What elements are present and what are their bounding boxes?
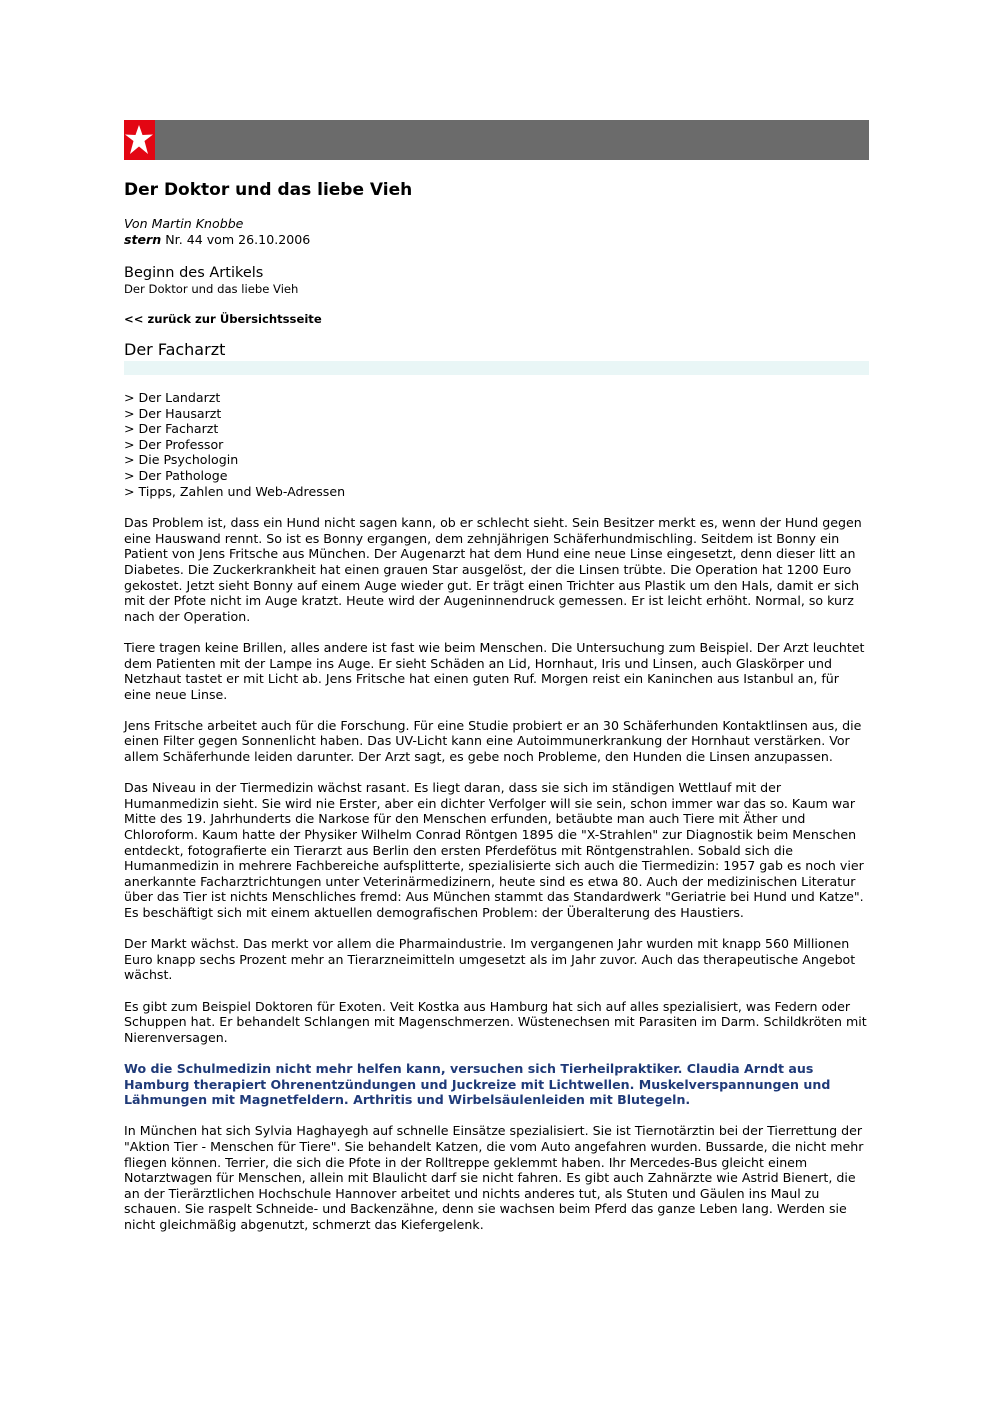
article-start [124, 264, 869, 296]
section-title: Der Facharzt [124, 340, 226, 359]
stern-logo[interactable] [124, 120, 155, 160]
chapter-link-hausarzt[interactable]: > Der Hausarzt [124, 405, 222, 421]
highlighted-paragraph: Wo die Schulmedizin nicht mehr helfen kann, versuchen sich Tierheilpraktiker. Claudia Arndt aus Hamburg therapiert Ohrenentzündungen und Juckreize mit Lichtwellen. Muskelverspannungen und Lähmungen mit Magnetfeldern. Arthritis und Wirbelsäulenleiden mit Blutegeln. [124, 1060, 831, 1108]
article-title: Der Doktor und das liebe Vieh [124, 180, 413, 200]
article-container [124, 120, 869, 1232]
chapter-link-facharzt[interactable]: > Der Facharzt [124, 421, 219, 437]
back-to-overview-link[interactable]: << zurück zur Übersichtsseite [124, 312, 322, 326]
paragraph: Das Niveau in der Tiermedizin wächst rasant. Es liegt daran, dass sie sich im ständigen Wettlauf mit der Humanmedizin sieht. Sie wird nie Erster, aber ein dichter Verfolger will sie sein, schon immer war das so. Kaum war Mitte des 19. Jahrhunderts die Narkose für den Menschen erfunden, betäubte man auch Tiere mit Äther und Chloroform. Kaum hatte der Physiker Wilhelm Conrad Röntgen 1895 die "X-Strahlen" zur Diagnostik beim Menschen entdeckt, fotografierte ein Tierarzt aus Berlin den ersten Pferdefötus mit Röntgenstrahlen. Sobald sich die Humanmedizin in mehrere Fachbereiche aufsplitterte, spezialisierte sich auch die Tiermedizin: 1957 gab es noch vier anerkannte Facharztrichtungen unter Veterinärmedizinern, heute sind es etwa 80. Auch der medizinischen Literatur über das Tier ist nichts Menschliches fremd: Aus München stammt das Standardwerk "Geriatrie bei Hund und Katze". Es beschäftigt sich mit einem aktuellen demografischen Problem: der Überalterung des Haustiers. [124, 780, 864, 920]
stern-star-icon [124, 120, 155, 160]
article-start-heading: Beginn des Artikels [124, 265, 264, 281]
byline [124, 216, 869, 248]
paragraph: Jens Fritsche arbeitet auch für die Forschung. Für eine Studie probiert er an 30 Schäferhunden Kontaktlinsen aus, die einen Filter gegen Sonnenlicht haben. Das UV-Licht kann eine Autoimmunerkrankung der Hornhaut verstärken. Vor allem Schäferhunde leiden darunter. Der Arzt sagt, es gebe noch Probleme, den Hunden die Linsen anzupassen. [124, 717, 862, 765]
chapter-link-professor[interactable]: > Der Professor [124, 436, 224, 452]
chapter-link-tipps[interactable]: > Tipps, Zahlen und Web-Adressen [124, 483, 346, 499]
issue-info: Nr. 44 vom 26.10.2006 [165, 232, 311, 247]
chapter-link-landarzt[interactable]: > Der Landarzt [124, 390, 221, 405]
author: Von Martin Knobbe [124, 216, 244, 231]
paragraph: In München hat sich Sylvia Haghayegh auf schnelle Einsätze spezialisiert. Sie ist Tiernotärztin bei der Tierrettung der "Aktion Tier - Menschen für Tiere". Sie behandelt Katzen, die vom Auto angefahren wurden. Bussarde, die nicht mehr fliegen können. Terrier, die sich die Pfote in der Rolltreppe geklemmt haben. Ihr Mercedes-Bus gleicht einem Notarztwagen für Menschen, allein mit Blaulicht darf sie nicht fahren. Es gibt auch Zahnärzte wie Astrid Bienert, die an der Tierärztlichen Hochschule Hannover arbeitet und nichts anderes tut, als Stuten und Gäulen ins Maul zu schauen. Sie raspelt Schneide- und Backenzähne, denn sie wachsen beim Pferd das ganze Leben lang. Werden sie nicht gleichmäßig abgenutzt, schmerzt das Kiefergelenk. [124, 1123, 864, 1232]
masthead-bar [124, 120, 869, 160]
paragraph: Der Markt wächst. Das merkt vor allem die Pharmaindustrie. Im vergangenen Jahr wurden mit knapp 560 Millionen Euro knapp sechs Prozent mehr an Tierarzneimitteln umgesetzt als im Jahr zuvor. Auch das therapeutische Angebot wächst. [124, 936, 856, 983]
paragraph: Das Problem ist, dass ein Hund nicht sagen kann, ob er schlecht sieht. Sein Besitzer merkt es, wenn der Hund gegen eine Hauswand rennt. So ist es Bonny ergangen, dem zehnjährigen Schäferhundmischling. Seitdem ist Bonny ein Patient von Jens Fritsche aus München. Der Augenarzt hat dem Hund eine neue Linse eingesetzt, denn dieser litt an Diabetes. Die Zuckerkrankheit hat einen grauen Star ausgelöst, der die Linsen trübte. Die Operation hat 1200 Euro gekostet. Jetzt sieht Bonny auf einem Auge wieder gut. Er trägt einen Trichter aus Plastik um den Hals, damit er sich mit der Pfote nicht im Auge kratzt. Heute wird der Augeninnendruck gemessen. Er ist leicht erhöht. Normal, so kurz nach der Operation. [124, 515, 862, 624]
chapter-nav [124, 390, 869, 499]
section-divider [124, 361, 869, 375]
article-start-link[interactable]: Der Doktor und das liebe Vieh [124, 282, 299, 296]
chapter-link-pathologe[interactable]: > Der Pathologe [124, 467, 228, 483]
paragraph: Tiere tragen keine Brillen, alles andere ist fast wie beim Menschen. Die Untersuchung zum Beispiel. Der Arzt leuchtet dem Patienten mit der Lampe ins Auge. Er sieht Schäden an Lid, Hornhaut, Iris und Linsen, auch Glaskörper und Netzhaut tastet er mit Licht ab. Jens Fritsche hat einen guten Ruf. Morgen reist ein Kaninchen aus Istanbul an, für eine neue Linse. [124, 639, 865, 702]
magazine-name: stern [124, 232, 162, 247]
paragraph: Es gibt zum Beispiel Doktoren für Exoten. Veit Kostka aus Hamburg hat sich auf alles spezialisiert, was Federn oder Schuppen hat. Er behandelt Schlangen mit Magenschmerzen. Wüstenechsen mit Parasiten im Darm. Schildkröten mit Nierenversagen. [124, 998, 867, 1045]
chapter-link-psychologin[interactable]: > Die Psychologin [124, 452, 239, 468]
